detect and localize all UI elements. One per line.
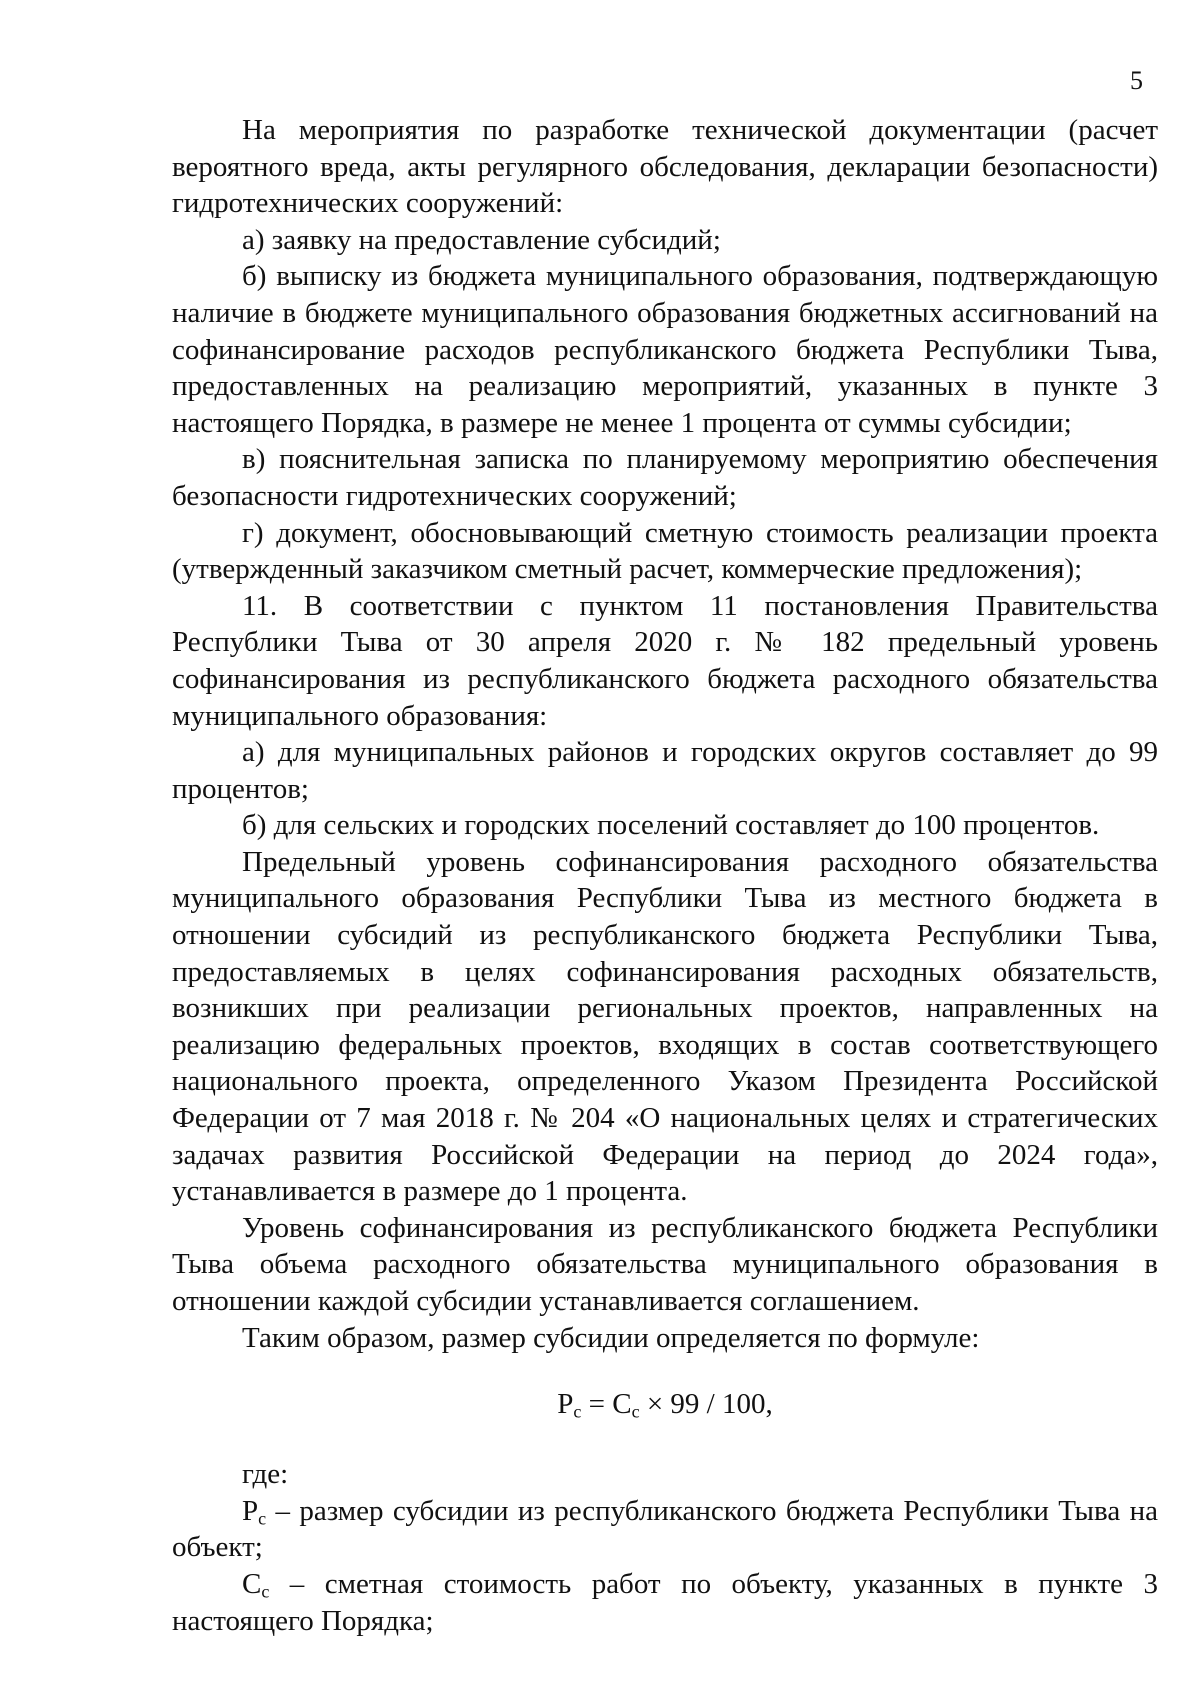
- subsidy-formula: [172, 1386, 1158, 1422]
- paragraph-item-v: в) пояснительная записка по планируемому мероприятию обеспечения безопасности гидротехнических сооружений;: [172, 443, 1158, 512]
- definition-pc: [172, 1493, 1158, 1566]
- paragraph-clause-11: 11. В соответствии с пунктом 11 постановления Правительства Республики Тыва от 30 апреля 2020 г. № 182 предельный уровень софинансирования из республиканского бюджета расходного обязательства муниципального образования:: [172, 589, 1158, 732]
- definition-pc-text: – размер субсидии из республиканского бюджета Республики Тыва на объект;: [172, 1494, 1158, 1564]
- document-body: [172, 112, 1158, 1639]
- formula-tail: × 99 / 100,: [639, 1388, 773, 1421]
- definition-cc-sub: c: [261, 1581, 270, 1602]
- page-number: 5: [1130, 66, 1143, 95]
- formula-rhs: C: [612, 1388, 632, 1421]
- formula-eq: =: [581, 1388, 613, 1421]
- definition-pc-symbol: P: [242, 1494, 259, 1527]
- paragraph-item-g: г) документ, обосновывающий сметную стоимость реализации проекта (утвержденный заказчиком сметный расчет, коммерческие предложения);: [172, 516, 1158, 586]
- paragraph-clause-11-a: а) для муниципальных районов и городских округов составляет до 99 процентов;: [172, 736, 1158, 805]
- definition-cc: [172, 1566, 1158, 1639]
- paragraph-intro: На мероприятия по разработке технической документации (расчет вероятного вреда, акты регулярного обследования, декларации безопасности) гидротехнических сооружений:: [172, 114, 1158, 220]
- paragraph-item-b: б) выписку из бюджета муниципального образования, подтверждающую наличие в бюджете муниципального образования бюджетных ассигнований на софинансирование расходов республиканского бюджета Республики Тыва, предоставленных на реализацию мероприятий, указанных в пункте 3 настоящего Порядка, в размере не менее 1 процента от суммы субсидии;: [172, 260, 1158, 439]
- paragraph-item-a: а) заявку на предоставление субсидий;: [242, 223, 721, 256]
- paragraph-cofinancing-level: Уровень софинансирования из республиканского бюджета Республики Тыва объема расходного обязательства муниципального образования в отношении каждой субсидии устанавливается соглашением.: [172, 1211, 1158, 1317]
- definition-cc-symbol: C: [242, 1567, 262, 1600]
- paragraph-clause-11-b: б) для сельских и городских поселений составляет до 100 процентов.: [242, 809, 1100, 842]
- formula-lhs-sub: c: [573, 1401, 582, 1422]
- formula-rhs-sub: c: [631, 1401, 640, 1422]
- definition-pc-sub: c: [258, 1508, 267, 1529]
- definition-cc-text: – сметная стоимость работ по объекту, указанных в пункте 3 настоящего Порядка;: [172, 1567, 1158, 1637]
- paragraph-cofinancing-limit: Предельный уровень софинансирования расходного обязательства муниципального образования Республики Тыва из местного бюджета в отношении субсидий из республиканского бюджета Республики Тыва, предоставляемых в целях софинансирования расходных обязательств, возникших при реализации региональных проектов, направленных на реализацию федеральных проектов, входящих в состав соответствующего национального проекта, определенного Указом Президента Российской Федерации от 7 мая 2018 г. № 204 «О национальных целях и стратегических задачах развития Российской Федерации на период до 2024 года», устанавливается в размере до 1 процента.: [172, 845, 1158, 1208]
- paragraph-formula-intro: Таким образом, размер субсидии определяется по формуле:: [242, 1321, 980, 1354]
- formula-lhs: P: [557, 1388, 574, 1421]
- where-label: где:: [242, 1458, 289, 1491]
